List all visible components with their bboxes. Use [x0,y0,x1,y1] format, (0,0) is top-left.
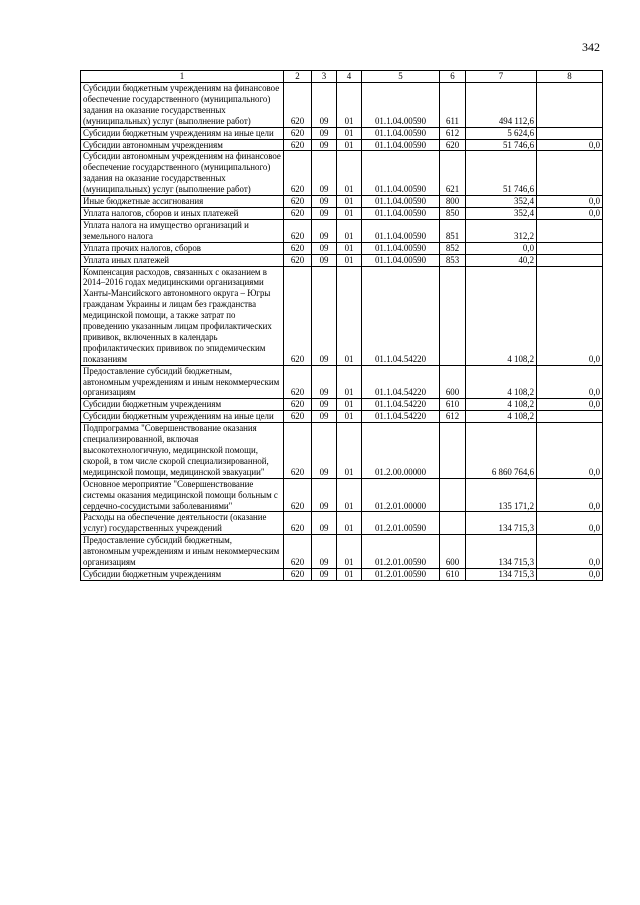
row-csr-cell: 01.1.04.00590 [362,242,440,254]
row-rz-cell: 09 [312,254,337,266]
row-ved-cell: 620 [284,512,312,535]
budget-table [80,70,603,581]
row-ved-cell: 620 [284,399,312,411]
row-amount-cell: 4 108,2 [466,365,537,399]
row-name-cell: Субсидии бюджетным учреждениям на иные цели [81,127,284,139]
row-rz-cell: 09 [312,478,337,512]
table-row [81,399,603,411]
row-pr-cell: 01 [337,207,362,219]
row-amount-cell: 4 108,2 [466,399,537,411]
row-csr-cell: 01.2.01.00590 [362,568,440,580]
row-pr-cell: 01 [337,266,362,365]
row-name-cell: Уплата прочих налогов, сборов [81,242,284,254]
row-ved-cell: 620 [284,266,312,365]
row-csr-cell: 01.2.01.00590 [362,512,440,535]
row-ved-cell: 620 [284,365,312,399]
row-amount-cell: 134 715,3 [466,568,537,580]
row-pr-cell: 01 [337,254,362,266]
row-csr-cell: 01.1.04.00590 [362,83,440,128]
row-pr-cell: 01 [337,219,362,242]
row-vr-cell: 852 [440,242,466,254]
row-ved-cell: 620 [284,196,312,208]
row-csr-cell: 01.1.04.00590 [362,196,440,208]
row-col8-cell [537,242,603,254]
row-name-cell: Уплата иных платежей [81,254,284,266]
row-vr-cell: 850 [440,207,466,219]
row-csr-cell: 01.2.00.00000 [362,423,440,479]
table-row [81,478,603,512]
page-number: 342 [582,40,600,54]
row-vr-cell: 600 [440,535,466,569]
row-name-cell: Уплата налогов, сборов и иных платежей [81,207,284,219]
row-pr-cell: 01 [337,411,362,423]
row-pr-cell: 01 [337,151,362,196]
row-ved-cell: 620 [284,219,312,242]
row-amount-cell: 494 112,6 [466,83,537,128]
row-vr-cell: 851 [440,219,466,242]
row-ved-cell: 620 [284,254,312,266]
row-name-cell: Субсидии автономным учреждениям [81,139,284,151]
row-rz-cell: 09 [312,242,337,254]
row-amount-cell: 135 171,2 [466,478,537,512]
row-ved-cell: 620 [284,139,312,151]
row-name-cell: Компенсация расходов, связанных с оказанием в 2014–2016 годах медицинскими организациями Ханты-Мансийского автономного округа – Югры гражданам Украины и лицам без гражданства медицинской помощи, а также затрат по проведению указанным лицам профилактических прививок, включенных в календарь профилактических прививок по эпидемическим показаниям [81,266,284,365]
row-vr-cell: 800 [440,196,466,208]
row-ved-cell: 620 [284,568,312,580]
row-name-cell: Субсидии бюджетным учреждениям [81,568,284,580]
row-ved-cell: 620 [284,535,312,569]
row-rz-cell: 09 [312,139,337,151]
row-ved-cell: 620 [284,478,312,512]
row-vr-cell: 612 [440,411,466,423]
row-col8-cell [537,151,603,196]
row-name-cell: Подпрограмма "Совершенствование оказания специализированной, включая высокотехнологичную, медицинской помощи, скорой, в том числе скорой специализированной, медицинской помощи, медицинской эвакуации" [81,423,284,479]
row-col8-cell: 0,0 [537,365,603,399]
row-col8-cell: 0,0 [537,196,603,208]
row-name-cell: Предоставление субсидий бюджетным, автономным учреждениям и иным некоммерческим организациям [81,535,284,569]
row-col8-cell [537,254,603,266]
row-ved-cell: 620 [284,127,312,139]
row-col8-cell: 0,0 [537,266,603,365]
table-header-row [81,71,603,83]
header-cell: 8 [537,71,603,83]
row-csr-cell: 01.2.01.00000 [362,478,440,512]
row-vr-cell: 612 [440,127,466,139]
row-amount-cell: 312,2 [466,219,537,242]
row-name-cell: Иные бюджетные ассигнования [81,196,284,208]
row-rz-cell: 09 [312,365,337,399]
row-amount-cell: 134 715,3 [466,535,537,569]
header-cell: 4 [337,71,362,83]
row-ved-cell: 620 [284,207,312,219]
row-csr-cell: 01.2.01.00590 [362,535,440,569]
row-pr-cell: 01 [337,242,362,254]
row-pr-cell: 01 [337,127,362,139]
row-col8-cell: 0,0 [537,535,603,569]
row-name-cell: Предоставление субсидий бюджетным, автономным учреждениям и иным некоммерческим организациям [81,365,284,399]
row-pr-cell: 01 [337,139,362,151]
row-amount-cell: 352,4 [466,207,537,219]
row-col8-cell: 0,0 [537,207,603,219]
row-ved-cell: 620 [284,423,312,479]
row-vr-cell: 853 [440,254,466,266]
row-col8-cell [537,127,603,139]
table-row [81,219,603,242]
table-row [81,196,603,208]
header-cell: 2 [284,71,312,83]
row-rz-cell: 09 [312,423,337,479]
header-cell: 5 [362,71,440,83]
row-ved-cell: 620 [284,242,312,254]
row-rz-cell: 09 [312,127,337,139]
row-name-cell: Субсидии бюджетным учреждениям [81,399,284,411]
row-rz-cell: 09 [312,399,337,411]
row-ved-cell: 620 [284,411,312,423]
row-name-cell: Субсидии автономным учреждениям на финансовое обеспечение государственного (муниципального) задания на оказание государственных (муниципальных) услуг (выполнение работ) [81,151,284,196]
row-rz-cell: 09 [312,568,337,580]
row-pr-cell: 01 [337,512,362,535]
row-csr-cell: 01.1.04.54220 [362,411,440,423]
row-name-cell: Субсидии бюджетным учреждениям на иные цели [81,411,284,423]
row-name-cell: Субсидии бюджетным учреждениям на финансовое обеспечение государственного (муниципального) задания на оказание государственных (муниципальных) услуг (выполнение работ) [81,83,284,128]
row-col8-cell [537,219,603,242]
row-col8-cell: 0,0 [537,568,603,580]
row-amount-cell: 5 624,6 [466,127,537,139]
row-csr-cell: 01.1.04.00590 [362,207,440,219]
row-rz-cell: 09 [312,512,337,535]
row-amount-cell: 40,2 [466,254,537,266]
row-col8-cell: 0,0 [537,478,603,512]
row-ved-cell: 620 [284,151,312,196]
row-csr-cell: 01.1.04.00590 [362,151,440,196]
row-csr-cell: 01.1.04.54220 [362,266,440,365]
row-pr-cell: 01 [337,83,362,128]
table-row [81,207,603,219]
row-name-cell: Уплата налога на имущество организаций и земельного налога [81,219,284,242]
table-row [81,254,603,266]
row-col8-cell: 0,0 [537,423,603,479]
row-amount-cell: 51 746,6 [466,151,537,196]
row-vr-cell: 610 [440,399,466,411]
row-pr-cell: 01 [337,568,362,580]
row-rz-cell: 09 [312,535,337,569]
row-vr-cell [440,266,466,365]
row-amount-cell: 4 108,2 [466,411,537,423]
row-csr-cell: 01.1.04.00590 [362,254,440,266]
row-pr-cell: 01 [337,196,362,208]
row-col8-cell: 0,0 [537,512,603,535]
row-amount-cell: 6 860 764,6 [466,423,537,479]
table-row [81,568,603,580]
table-body [81,71,603,581]
table-row [81,411,603,423]
row-amount-cell: 0,0 [466,242,537,254]
header-cell: 1 [81,71,284,83]
row-amount-cell: 134 715,3 [466,512,537,535]
row-rz-cell: 09 [312,207,337,219]
row-csr-cell: 01.1.04.00590 [362,219,440,242]
table-row [81,83,603,128]
table-row [81,266,603,365]
row-col8-cell: 0,0 [537,399,603,411]
header-cell: 3 [312,71,337,83]
table-row [81,423,603,479]
row-rz-cell: 09 [312,151,337,196]
row-amount-cell: 352,4 [466,196,537,208]
row-vr-cell: 620 [440,139,466,151]
row-rz-cell: 09 [312,219,337,242]
row-vr-cell: 611 [440,83,466,128]
row-ved-cell: 620 [284,83,312,128]
table-row [81,512,603,535]
row-rz-cell: 09 [312,196,337,208]
row-vr-cell: 621 [440,151,466,196]
table-row [81,242,603,254]
row-name-cell: Основное мероприятие "Совершенствование системы оказания медицинской помощи больным с сердечно-сосудистыми заболеваниями" [81,478,284,512]
row-rz-cell: 09 [312,83,337,128]
row-pr-cell: 01 [337,535,362,569]
row-col8-cell: 0,0 [537,139,603,151]
row-rz-cell: 09 [312,266,337,365]
row-pr-cell: 01 [337,399,362,411]
row-amount-cell: 51 746,6 [466,139,537,151]
row-rz-cell: 09 [312,411,337,423]
row-col8-cell [537,411,603,423]
table-row [81,535,603,569]
row-name-cell: Расходы на обеспечение деятельности (оказание услуг) государственных учреждений [81,512,284,535]
header-cell: 7 [466,71,537,83]
row-col8-cell [537,83,603,128]
header-cell: 6 [440,71,466,83]
row-amount-cell: 4 108,2 [466,266,537,365]
row-vr-cell: 610 [440,568,466,580]
row-pr-cell: 01 [337,365,362,399]
table-row [81,139,603,151]
table-row [81,151,603,196]
row-vr-cell [440,512,466,535]
row-csr-cell: 01.1.04.00590 [362,139,440,151]
row-vr-cell: 600 [440,365,466,399]
row-vr-cell [440,423,466,479]
table-row [81,365,603,399]
row-csr-cell: 01.1.04.54220 [362,365,440,399]
row-pr-cell: 01 [337,423,362,479]
row-vr-cell [440,478,466,512]
table-row [81,127,603,139]
row-csr-cell: 01.1.04.00590 [362,127,440,139]
row-csr-cell: 01.1.04.54220 [362,399,440,411]
row-pr-cell: 01 [337,478,362,512]
